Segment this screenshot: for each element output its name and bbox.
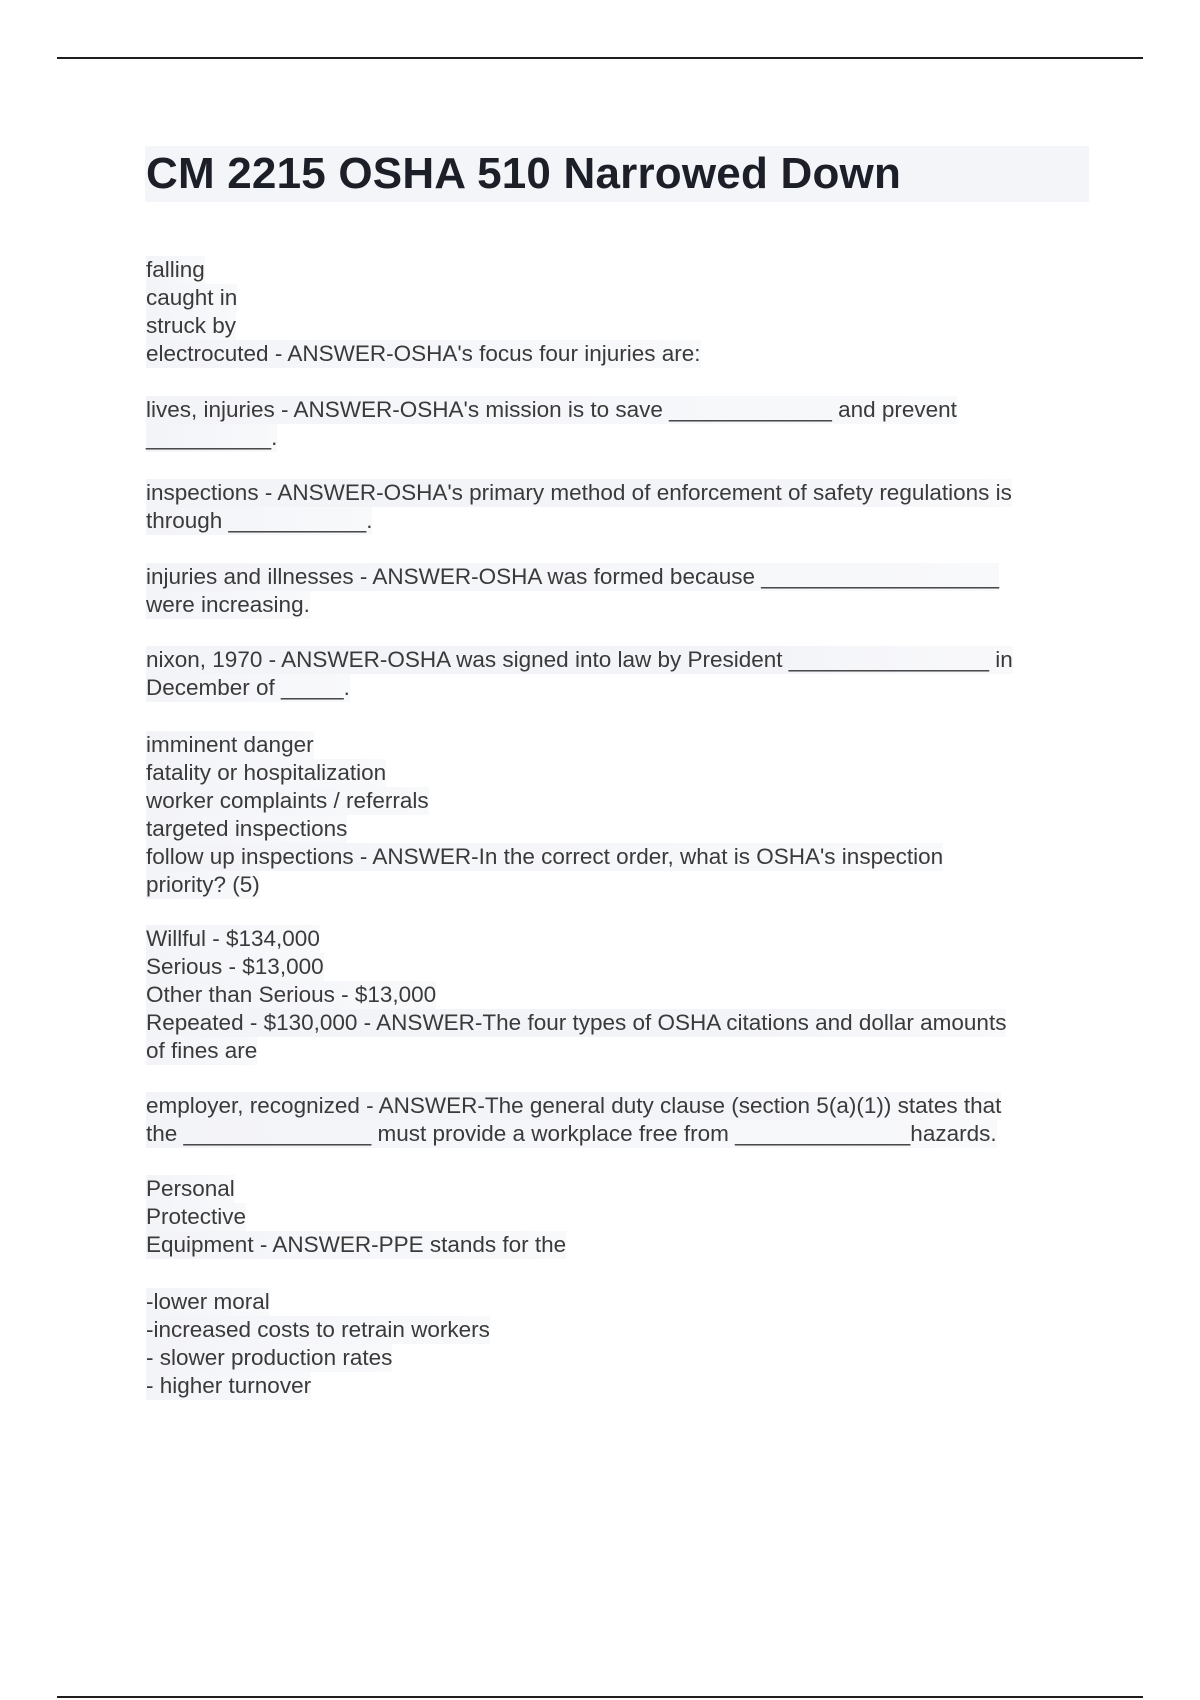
card-line: lives, injuries - ANSWER-OSHA's mission is to save _____________ and prevent [146,397,957,422]
top-rule [57,57,1143,59]
card-line: imminent danger [146,732,314,757]
card-line: Protective [146,1204,247,1229]
card-line: Serious - $13,000 [146,954,324,979]
card-line: the _______________ must provide a workplace free from ______________hazards. [146,1121,997,1146]
card-line: -lower moral [146,1289,270,1314]
card-line: were increasing. [146,592,310,617]
card-line: falling [146,257,205,282]
flashcard-ppe [146,1175,1086,1259]
card-line: __________. [146,425,278,450]
card-line: Equipment - ANSWER-PPE stands for the [146,1232,567,1257]
card-line: Personal [146,1176,235,1201]
card-line: caught in [146,285,238,310]
flashcard-inspection-priority [146,731,1086,899]
card-line: priority? (5) [146,872,260,897]
card-line: - higher turnover [146,1373,312,1398]
card-line: nixon, 1970 - ANSWER-OSHA was signed into law by President ________________ in [146,647,1013,672]
card-line: inspections - ANSWER-OSHA's primary method of enforcement of safety regulations is [146,480,1012,505]
card-line: through ___________. [146,508,373,533]
document-title: CM 2215 OSHA 510 Narrowed Down [146,149,902,198]
card-line: worker complaints / referrals [146,788,429,813]
card-line: -increased costs to retrain workers [146,1317,490,1342]
card-line: struck by [146,313,237,338]
flashcard-mission [146,396,1086,452]
flashcard-formation [146,563,1086,619]
card-line: December of _____. [146,675,350,700]
card-line: of fines are [146,1038,258,1063]
card-line: targeted inspections [146,816,348,841]
card-line: fatality or hospitalization [146,760,387,785]
card-line: electrocuted - ANSWER-OSHA's focus four injuries are: [146,341,701,366]
card-line: Other than Serious - $13,000 [146,982,437,1007]
flashcard-consequences [146,1288,1086,1400]
flashcard-citations [146,925,1086,1065]
flashcard-enforcement [146,479,1086,535]
card-line: follow up inspections - ANSWER-In the correct order, what is OSHA's inspection [146,844,944,869]
card-line: Repeated - $130,000 - ANSWER-The four types of OSHA citations and dollar amounts [146,1010,1007,1035]
card-line: - slower production rates [146,1345,393,1370]
card-line: employer, recognized - ANSWER-The general duty clause (section 5(a)(1)) states that [146,1093,1002,1118]
flashcard-signed-into-law [146,646,1086,702]
card-line: injuries and illnesses - ANSWER-OSHA was formed because ___________________ [146,564,1000,589]
card-line: Willful - $134,000 [146,926,320,951]
bottom-rule [57,1696,1143,1698]
flashcard-focus-four [146,256,1086,368]
flashcard-general-duty [146,1092,1086,1148]
